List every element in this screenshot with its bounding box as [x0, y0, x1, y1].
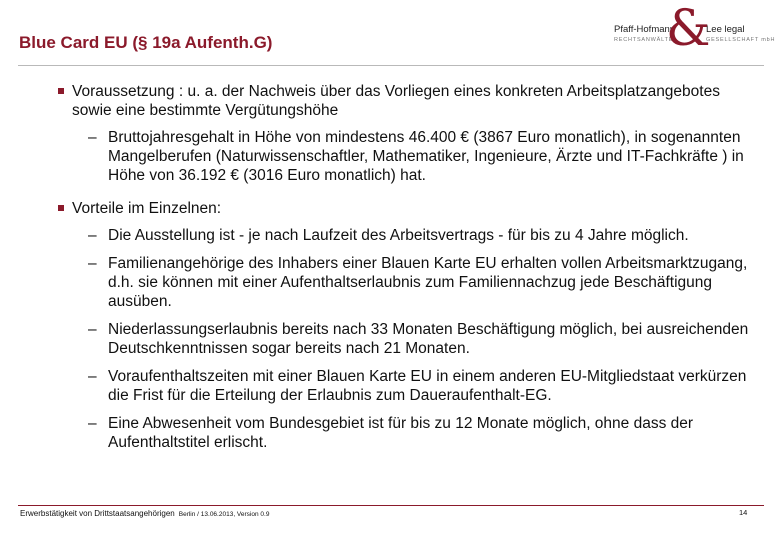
- sub-bullet: [58, 414, 758, 452]
- page-number: 14: [739, 508, 748, 517]
- logo-left-sub: RECHTSANWÄLTE: [614, 37, 674, 43]
- footer-topic: Erwerbstätigkeit von Drittstaatsangehörigen: [20, 509, 175, 518]
- dash-icon: –: [88, 368, 97, 385]
- logo-right-name: Lee legal: [706, 24, 745, 35]
- sub-bullet: [58, 226, 758, 245]
- sub-bullet: [58, 254, 758, 311]
- logo-left-name: Pfaff-Hofmann: [614, 24, 676, 35]
- logo-ampersand-icon: &: [666, 0, 711, 57]
- bullet-text: : u. a. der Nachweis über das Vorliegen eines konkreten Arbeitsplatzangebotes sowie eine bestimmte Vergütungshöhe: [72, 83, 720, 119]
- dash-icon: –: [88, 129, 97, 146]
- dash-icon: –: [88, 255, 97, 272]
- sub-bullet-text: Die Ausstellung ist - je nach Laufzeit des Arbeitsvertrags - für bis zu 4 Jahre möglich.: [108, 227, 689, 244]
- bullet-voraussetzung: [58, 82, 758, 120]
- sub-bullet-text: Bruttojahresgehalt in Höhe von mindestens 46.400 € (3867 Euro monatlich), in sogenannten Mangelberufen (Naturwissenschaftler, Mathematiker, Ingenieure, Ärzte und IT-Fachkräfte ) in Höhe von 36.192 € (3016 Euro monatlich) hat.: [108, 129, 744, 184]
- sub-bullet: [58, 320, 758, 358]
- sub-bullet: [58, 128, 758, 185]
- footer-divider: [18, 505, 764, 506]
- bullet-label: Voraussetzung: [72, 83, 175, 100]
- footer-meta: Berlin / 13.06.2013, Version 0.9: [178, 511, 270, 518]
- bullet-text: im Einzelnen:: [123, 200, 222, 217]
- square-bullet-icon: [58, 88, 64, 94]
- page-title: Blue Card EU (§ 19a Aufenth.G): [19, 33, 273, 52]
- sub-bullet: [58, 367, 758, 405]
- dash-icon: –: [88, 227, 97, 244]
- logo-right-sub: GESELLSCHAFT mbH: [706, 37, 776, 43]
- dash-icon: –: [88, 415, 97, 432]
- sub-bullet-text: Eine Abwesenheit vom Bundesgebiet ist für bis zu 12 Monate möglich, ohne dass der Aufenthaltstitel erlischt.: [108, 415, 694, 451]
- sub-bullet-text: Niederlassungserlaubnis bereits nach 33 Monaten Beschäftigung möglich, bei ausreichenden Deutschkenntnissen sogar bereits nach 21 Monaten.: [108, 321, 749, 357]
- footer-text: [20, 509, 269, 518]
- company-logo: [612, 0, 776, 57]
- bullet-label: Vorteile: [72, 200, 124, 217]
- dash-icon: –: [88, 321, 97, 338]
- square-bullet-icon: [58, 205, 64, 211]
- header-divider: [18, 65, 764, 66]
- sub-bullet-text: Voraufenthaltszeiten mit einer Blauen Karte EU in einem anderen EU-Mitgliedstaat verkürzen die Frist für die Erteilung der Erlaubnis zum Daueraufenthalt-EG.: [108, 368, 747, 404]
- slide-content: [58, 82, 758, 452]
- sub-bullet-text: Familienangehörige des Inhabers einer Blauen Karte EU erhalten vollen Arbeitsmarktzugang, d.h. sie können mit einer Aufenthaltserlaubnis zum Familiennachzug jede Beschäftigung ausüben.: [108, 255, 748, 310]
- bullet-vorteile: [58, 199, 758, 218]
